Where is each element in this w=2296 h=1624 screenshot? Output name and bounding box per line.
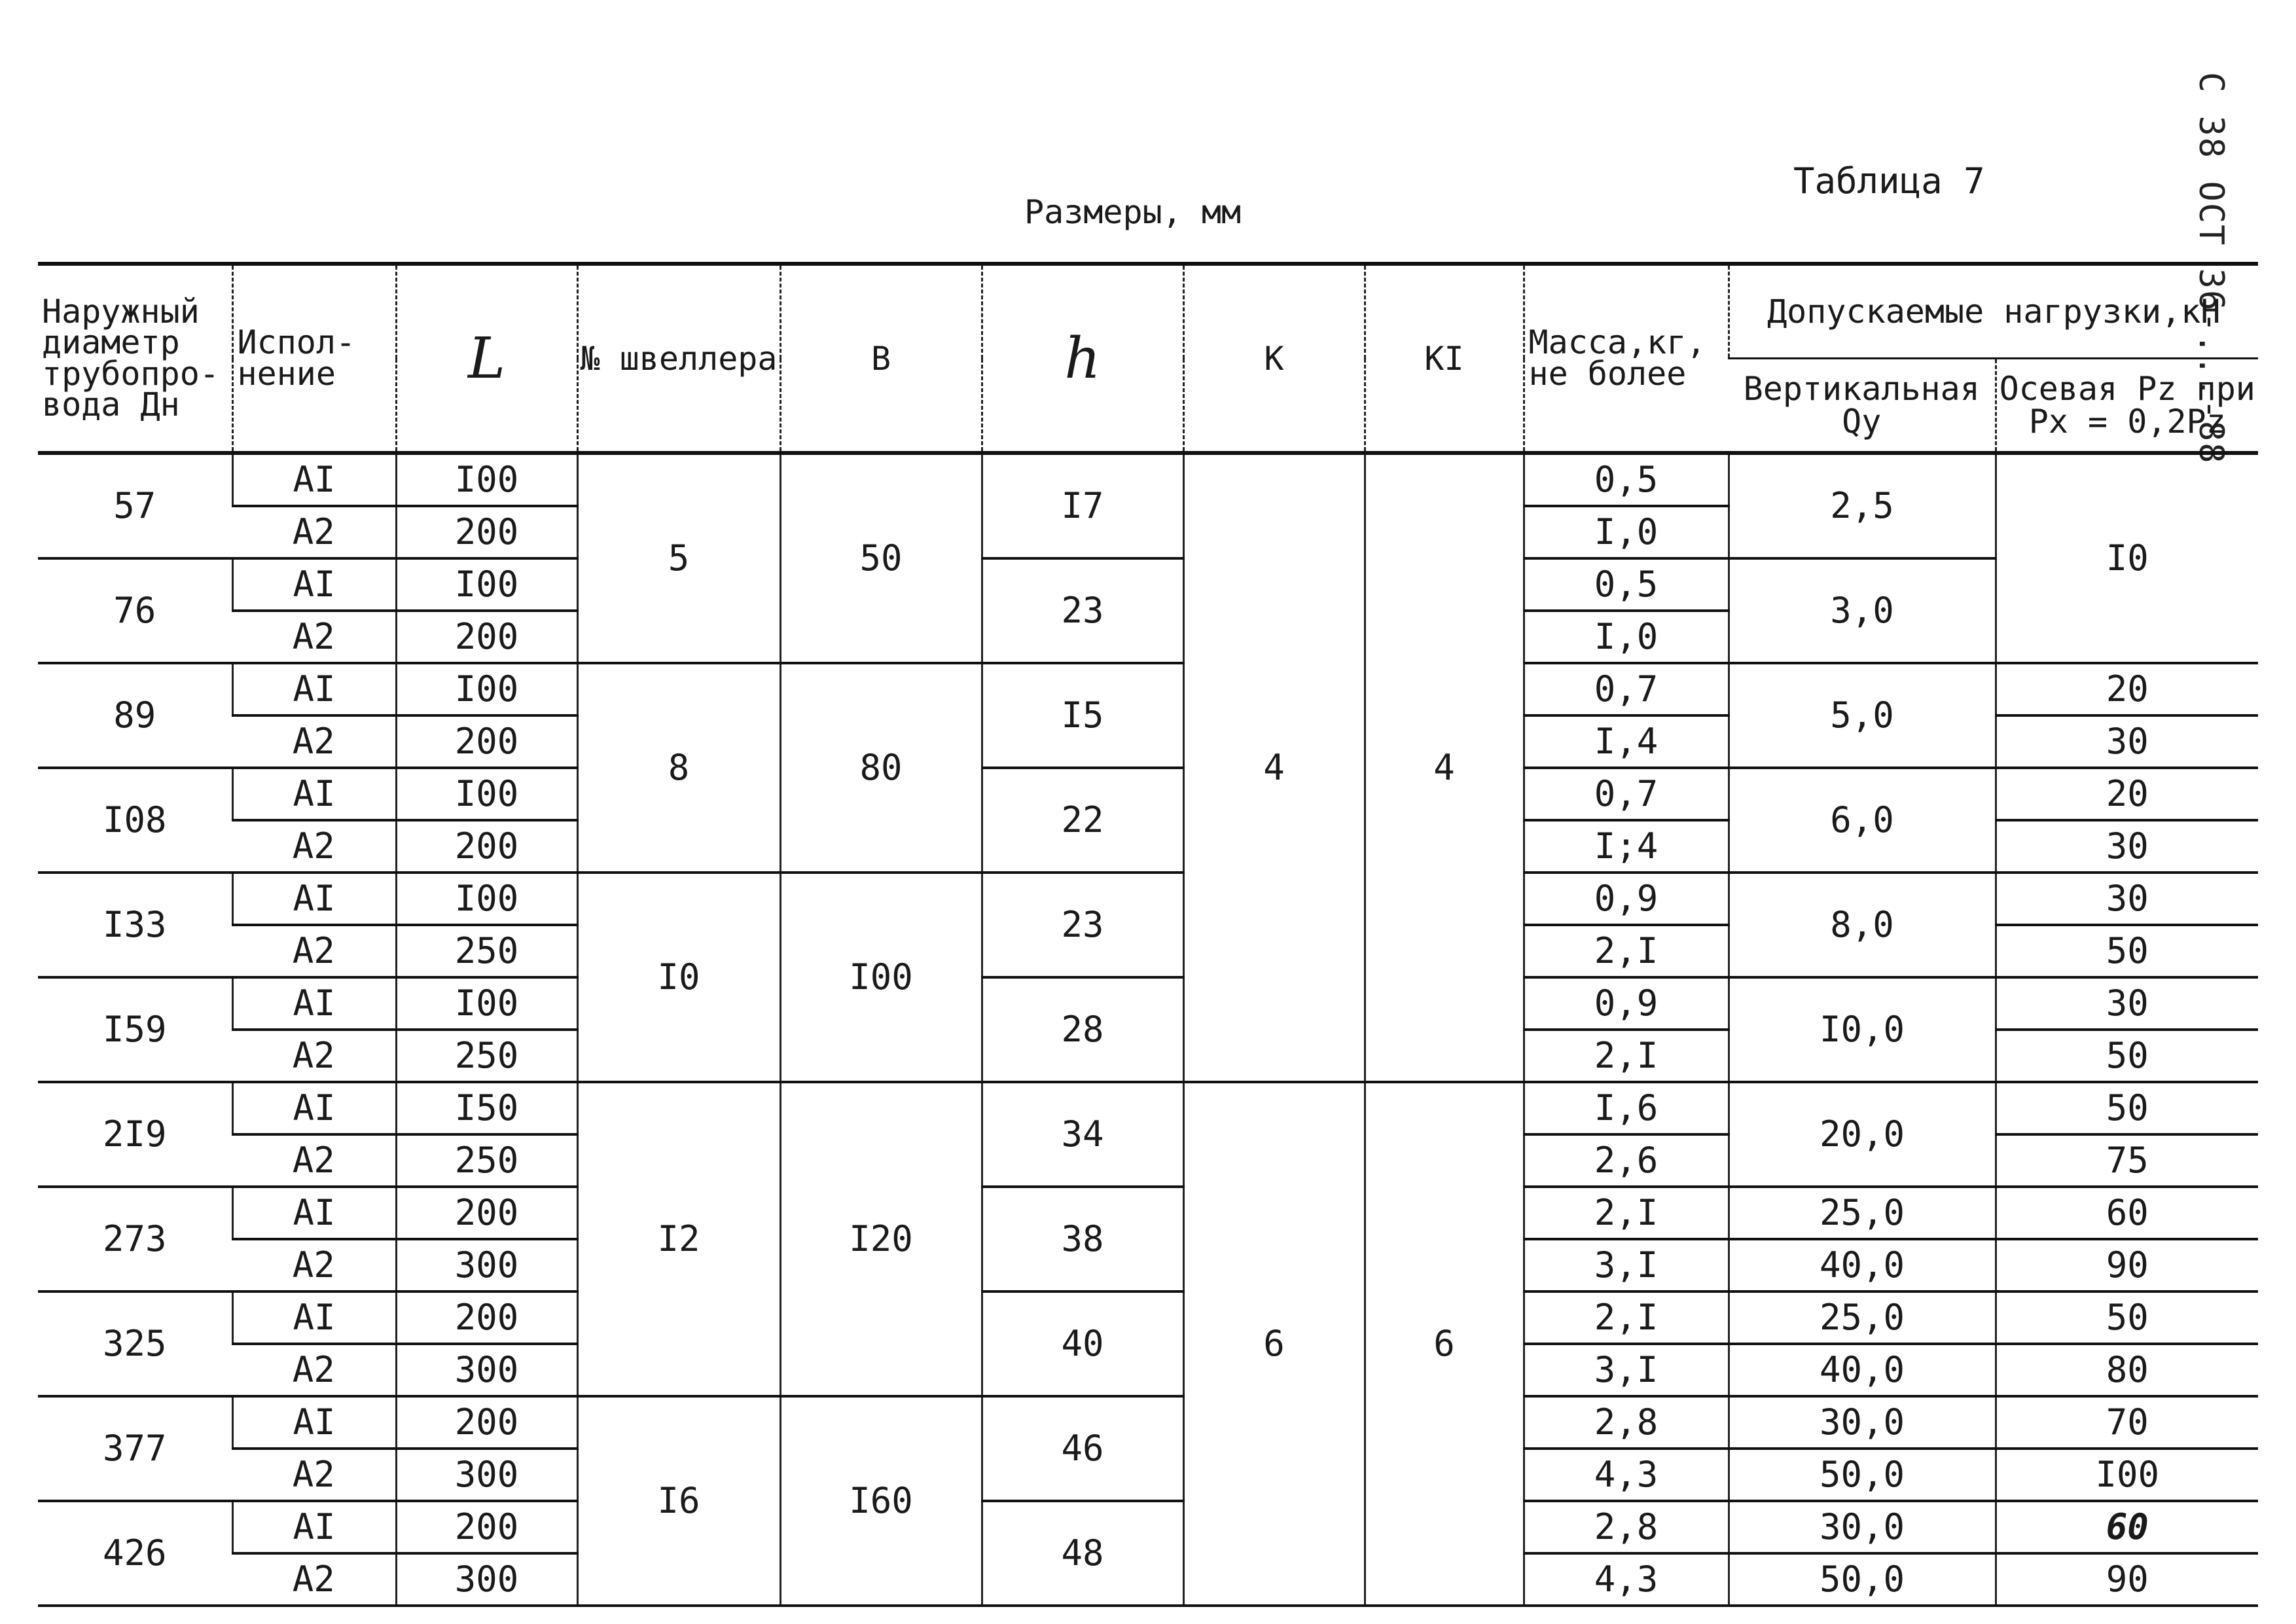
- cell-b: 80: [780, 663, 982, 873]
- cell-mass: 2,I: [1524, 1030, 1729, 1082]
- cell-l: 300: [396, 1449, 577, 1501]
- cell-vertical: 6,0: [1729, 768, 1996, 873]
- cell-execution: A2: [232, 1344, 396, 1396]
- cell-axial: 75: [1996, 1134, 2258, 1187]
- cell-axial: 60: [1996, 1501, 2258, 1553]
- cell-execution: AI: [232, 558, 396, 611]
- header-l: L: [396, 264, 577, 453]
- cell-axial: 30: [1996, 977, 2258, 1030]
- cell-axial: I0: [1996, 453, 2258, 663]
- cell-diameter: I08: [38, 768, 232, 873]
- cell-axial: 50: [1996, 1082, 2258, 1134]
- header-k: К: [1183, 264, 1365, 453]
- header-axial: Осевая Pz при Px = 0,2Pz: [1996, 359, 2258, 454]
- cell-l: 300: [396, 1553, 577, 1606]
- cell-l: I00: [396, 453, 577, 506]
- table-row: [38, 558, 2258, 611]
- cell-mass: 2,I: [1524, 1291, 1729, 1344]
- cell-vertical: 20,0: [1729, 1082, 1996, 1187]
- header-mass: Масса,кг, не более: [1524, 264, 1729, 453]
- cell-axial: 90: [1996, 1239, 2258, 1291]
- cell-h: 28: [982, 977, 1183, 1082]
- cell-mass: I,0: [1524, 611, 1729, 663]
- cell-l: 200: [396, 1396, 577, 1449]
- table-caption: Размеры, мм: [1024, 193, 1242, 231]
- cell-l: 300: [396, 1239, 577, 1291]
- document-side-code: С 38 ОСТ 36-...-88: [2191, 72, 2231, 465]
- cell-k1: 4: [1365, 453, 1524, 1082]
- cell-execution: AI: [232, 1082, 396, 1134]
- cell-b: 50: [780, 453, 982, 663]
- cell-l: 250: [396, 1134, 577, 1187]
- cell-mass: 0,9: [1524, 873, 1729, 925]
- cell-axial: 80: [1996, 1344, 2258, 1396]
- cell-b: I20: [780, 1082, 982, 1396]
- cell-execution: A2: [232, 1030, 396, 1082]
- cell-mass: 0,7: [1524, 768, 1729, 820]
- cell-h: 22: [982, 768, 1183, 873]
- cell-mass: I;4: [1524, 820, 1729, 873]
- cell-l: 200: [396, 1187, 577, 1239]
- cell-l: 200: [396, 611, 577, 663]
- cell-execution: AI: [232, 977, 396, 1030]
- cell-execution: A2: [232, 1134, 396, 1187]
- cell-axial: 20: [1996, 663, 2258, 715]
- cell-execution: A2: [232, 1553, 396, 1606]
- cell-h: 48: [982, 1501, 1183, 1606]
- cell-mass: 4,3: [1524, 1553, 1729, 1606]
- cell-execution: AI: [232, 453, 396, 506]
- cell-mass: 2,6: [1524, 1134, 1729, 1187]
- cell-diameter: 2I9: [38, 1082, 232, 1187]
- table-row: [38, 1082, 2258, 1134]
- cell-mass: 3,I: [1524, 1239, 1729, 1291]
- cell-l: 200: [396, 1291, 577, 1344]
- header-execution: Испол- нение: [232, 264, 396, 453]
- table-row: [38, 1396, 2258, 1449]
- header-diameter: Наружный диаметр трубопро- вода Дн: [38, 264, 232, 453]
- cell-l: 200: [396, 506, 577, 558]
- cell-l: 200: [396, 715, 577, 768]
- cell-channel: I0: [577, 873, 780, 1082]
- table-row: [38, 663, 2258, 715]
- cell-execution: AI: [232, 1187, 396, 1239]
- cell-vertical: 30,0: [1729, 1501, 1996, 1553]
- cell-h: 38: [982, 1187, 1183, 1291]
- cell-mass: I,4: [1524, 715, 1729, 768]
- cell-diameter: 377: [38, 1396, 232, 1501]
- header-row: [38, 264, 2258, 359]
- table-body: [38, 453, 2258, 1606]
- cell-k1: 6: [1365, 1082, 1524, 1606]
- header-channel: № швеллера: [577, 264, 780, 453]
- cell-diameter: 273: [38, 1187, 232, 1291]
- cell-channel: I2: [577, 1082, 780, 1396]
- cell-l: I50: [396, 1082, 577, 1134]
- cell-execution: AI: [232, 873, 396, 925]
- table-title: Таблица 7: [1793, 160, 1985, 202]
- cell-execution: AI: [232, 1396, 396, 1449]
- cell-l: I00: [396, 558, 577, 611]
- cell-axial: I00: [1996, 1449, 2258, 1501]
- cell-mass: 2,8: [1524, 1396, 1729, 1449]
- cell-vertical: 2,5: [1729, 453, 1996, 558]
- cell-l: 250: [396, 925, 577, 977]
- cell-h: 23: [982, 873, 1183, 977]
- cell-b: I00: [780, 873, 982, 1082]
- dimensions-table: [38, 262, 2258, 1607]
- cell-execution: A2: [232, 506, 396, 558]
- table-row: [38, 1291, 2258, 1344]
- cell-execution: A2: [232, 1449, 396, 1501]
- cell-l: 200: [396, 820, 577, 873]
- cell-vertical: 5,0: [1729, 663, 1996, 768]
- cell-execution: A2: [232, 1239, 396, 1291]
- cell-h: 46: [982, 1396, 1183, 1501]
- cell-vertical: 25,0: [1729, 1187, 1996, 1239]
- cell-h: 40: [982, 1291, 1183, 1396]
- cell-l: 300: [396, 1344, 577, 1396]
- cell-h: I7: [982, 453, 1183, 558]
- cell-h: 23: [982, 558, 1183, 663]
- cell-axial: 30: [1996, 873, 2258, 925]
- cell-diameter: I59: [38, 977, 232, 1082]
- cell-axial: 50: [1996, 925, 2258, 977]
- cell-l: I00: [396, 873, 577, 925]
- cell-l: I00: [396, 663, 577, 715]
- cell-diameter: 57: [38, 453, 232, 558]
- cell-execution: A2: [232, 925, 396, 977]
- cell-vertical: 50,0: [1729, 1449, 1996, 1501]
- table-row: [38, 873, 2258, 925]
- table-row: [38, 453, 2258, 506]
- cell-mass: 0,5: [1524, 558, 1729, 611]
- cell-axial: 30: [1996, 820, 2258, 873]
- cell-execution: AI: [232, 768, 396, 820]
- header-k1: КI: [1365, 264, 1524, 453]
- cell-mass: I,0: [1524, 506, 1729, 558]
- cell-channel: I6: [577, 1396, 780, 1606]
- cell-channel: 8: [577, 663, 780, 873]
- table-row: [38, 977, 2258, 1030]
- cell-diameter: 325: [38, 1291, 232, 1396]
- cell-channel: 5: [577, 453, 780, 663]
- cell-axial: 50: [1996, 1291, 2258, 1344]
- cell-mass: 0,7: [1524, 663, 1729, 715]
- cell-mass: 0,5: [1524, 453, 1729, 506]
- cell-vertical: 40,0: [1729, 1239, 1996, 1291]
- cell-mass: 0,9: [1524, 977, 1729, 1030]
- cell-execution: A2: [232, 820, 396, 873]
- cell-mass: 2,I: [1524, 925, 1729, 977]
- cell-axial: 90: [1996, 1553, 2258, 1606]
- cell-axial: 50: [1996, 1030, 2258, 1082]
- cell-l: 250: [396, 1030, 577, 1082]
- cell-vertical: 25,0: [1729, 1291, 1996, 1344]
- cell-mass: I,6: [1524, 1082, 1729, 1134]
- cell-vertical: 3,0: [1729, 558, 1996, 663]
- header-b: В: [780, 264, 982, 453]
- cell-axial: 20: [1996, 768, 2258, 820]
- cell-execution: AI: [232, 1501, 396, 1553]
- cell-execution: A2: [232, 715, 396, 768]
- cell-diameter: 76: [38, 558, 232, 663]
- header-loads: Допускаемые нагрузки,кН: [1729, 264, 2258, 359]
- cell-execution: AI: [232, 663, 396, 715]
- cell-k: 6: [1183, 1082, 1365, 1606]
- cell-axial: 60: [1996, 1187, 2258, 1239]
- cell-vertical: 8,0: [1729, 873, 1996, 977]
- cell-execution: AI: [232, 1291, 396, 1344]
- cell-vertical: 50,0: [1729, 1553, 1996, 1606]
- cell-mass: 2,8: [1524, 1501, 1729, 1553]
- cell-mass: 3,I: [1524, 1344, 1729, 1396]
- cell-mass: 2,I: [1524, 1187, 1729, 1239]
- table-row: [38, 1187, 2258, 1239]
- cell-vertical: 30,0: [1729, 1396, 1996, 1449]
- table-row: [38, 768, 2258, 820]
- cell-diameter: 89: [38, 663, 232, 768]
- cell-h: 34: [982, 1082, 1183, 1187]
- cell-l: 200: [396, 1501, 577, 1553]
- cell-k: 4: [1183, 453, 1365, 1082]
- cell-mass: 4,3: [1524, 1449, 1729, 1501]
- cell-h: I5: [982, 663, 1183, 768]
- table-row: [38, 1501, 2258, 1553]
- cell-l: I00: [396, 977, 577, 1030]
- header-vertical: Вертикальная Qy: [1729, 359, 1996, 454]
- cell-diameter: I33: [38, 873, 232, 977]
- cell-vertical: 40,0: [1729, 1344, 1996, 1396]
- cell-vertical: I0,0: [1729, 977, 1996, 1082]
- cell-l: I00: [396, 768, 577, 820]
- cell-b: I60: [780, 1396, 982, 1606]
- cell-execution: A2: [232, 611, 396, 663]
- cell-axial: 30: [1996, 715, 2258, 768]
- cell-axial: 70: [1996, 1396, 2258, 1449]
- header-h: h: [982, 264, 1183, 453]
- cell-diameter: 426: [38, 1501, 232, 1606]
